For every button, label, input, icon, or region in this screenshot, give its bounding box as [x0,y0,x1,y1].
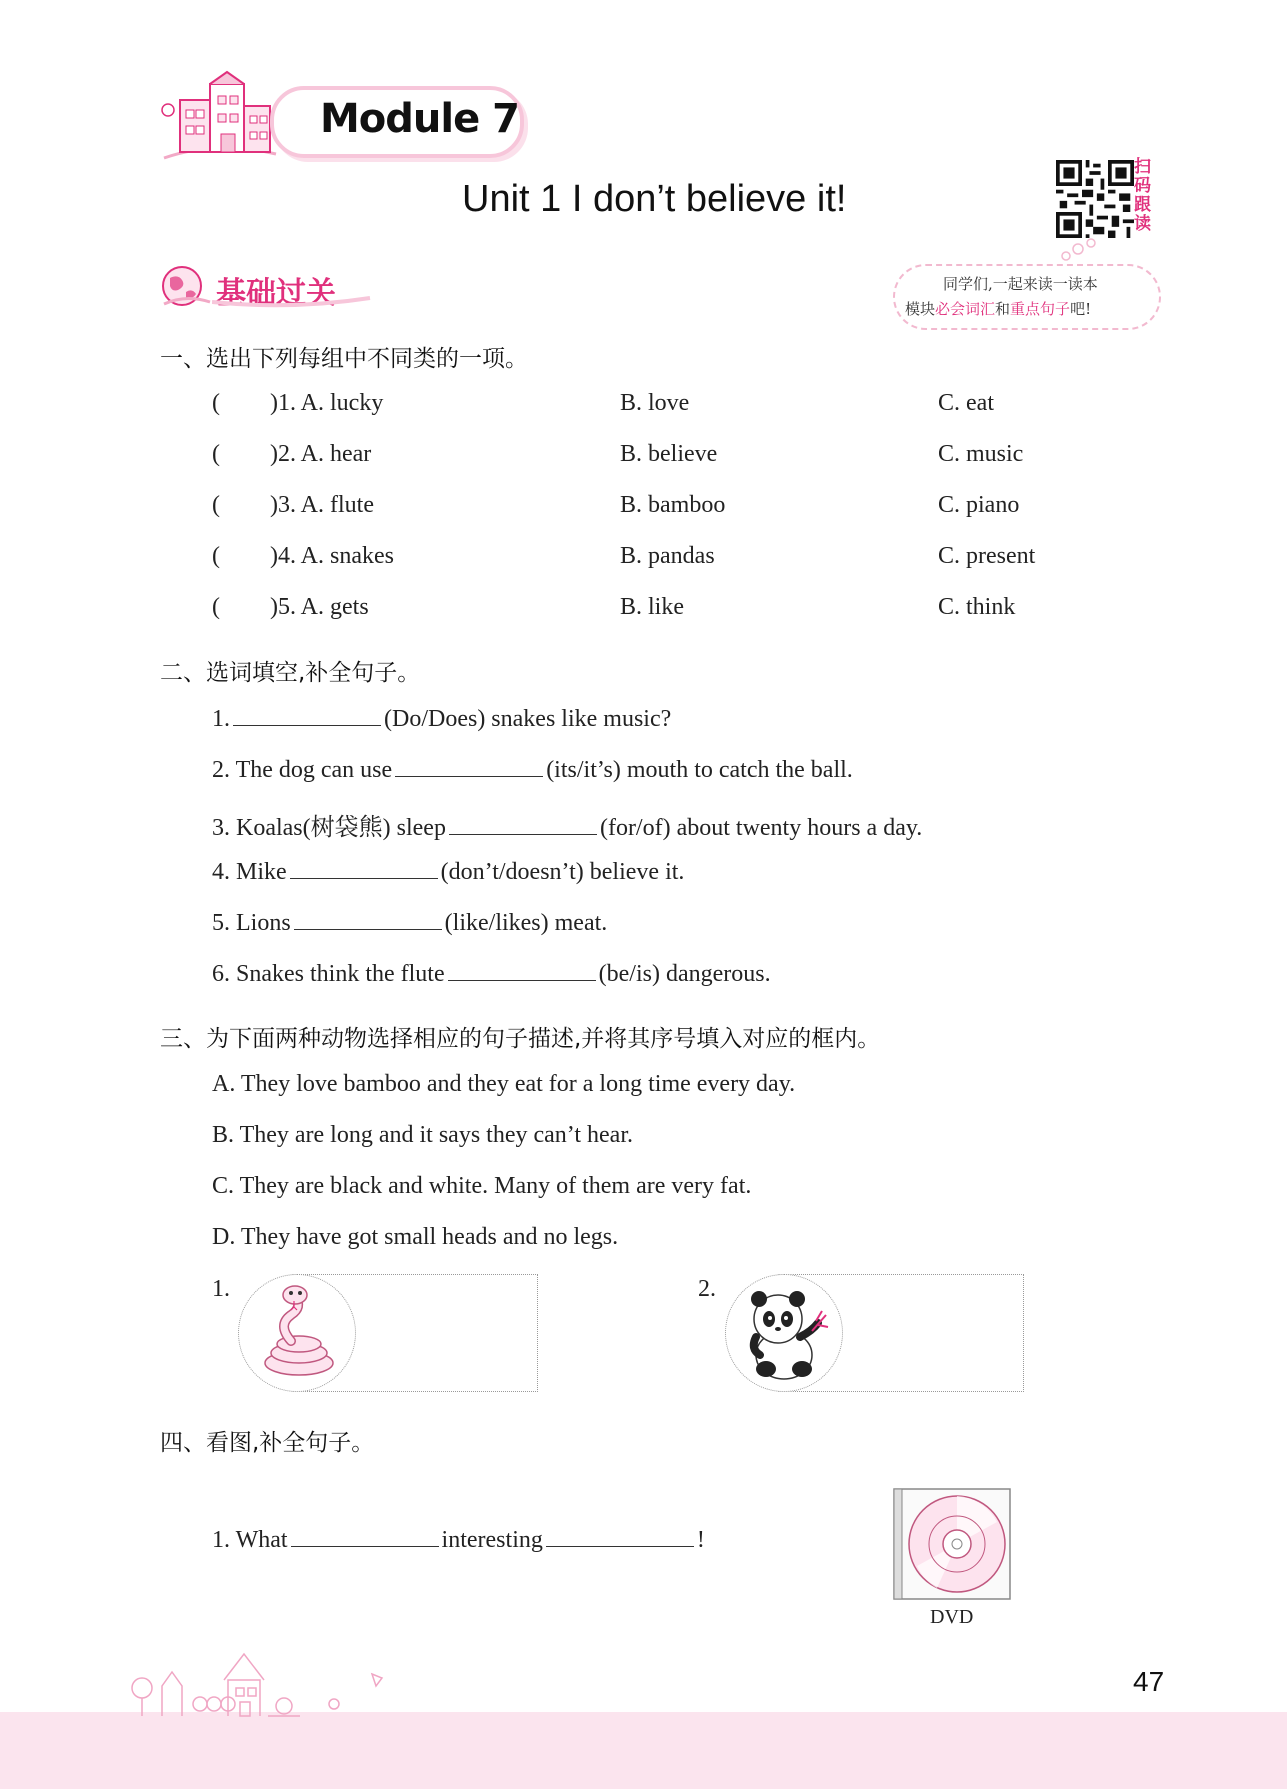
footer-band [0,1712,1287,1789]
item-option-c: C. eat [938,390,994,416]
qr-side-label [1134,158,1154,234]
sentence-text: 6. Snakes think the flute [212,961,445,987]
item-option-a: )2. A. hear [270,441,372,467]
item-option-b: B. love [620,390,690,416]
item-option-c: C. music [938,441,1024,467]
part1-item [212,543,394,570]
part1-item [212,390,383,417]
fill-blank-sentence [212,705,671,733]
part1-item [212,492,374,519]
description-option: C. They are black and white. Many of them are very fat. [212,1173,752,1199]
module-title: Module 7 [320,96,519,142]
item-option-b: B. bamboo [620,492,726,518]
part1-item [212,441,371,468]
answer-paren-open[interactable]: ( [212,492,220,518]
fill-blank-sentence [212,909,607,937]
item-option-a: )5. A. gets [270,594,369,620]
page-number: 47 [1133,1666,1165,1697]
answer-blank[interactable] [290,858,438,879]
sentence-text: interesting [441,1527,543,1553]
module-badge [160,82,520,158]
sentence-text: (like/likes) meat. [444,910,608,936]
answer-paren-open[interactable]: ( [212,543,220,569]
answer-blank[interactable] [291,1526,439,1547]
qr-label-char: 码 [1134,176,1151,196]
sentence-text: (don’t/doesn’t) believe it. [440,859,685,885]
section-tag-label: 基础过关 [216,276,336,311]
unit-title: Unit 1 I don’t believe it! [462,178,847,220]
globe-icon [160,264,212,308]
qr-label-char: 读 [1134,214,1151,234]
item-option-b: B. pandas [620,543,715,569]
part3-heading: 三、为下面两种动物选择相应的句子描述,并将其序号填入对应的框内。 [160,1026,881,1052]
sentence-text: (be/is) dangerous. [598,961,771,987]
part1-item [212,594,369,621]
dvd-caption: DVD [930,1606,974,1628]
box-label: 1. [212,1276,230,1302]
tip-bubble [893,264,1161,330]
item-option-a: )4. A. snakes [270,543,394,569]
answer-paren-open[interactable]: ( [212,390,220,416]
answer-blank[interactable] [395,756,543,777]
part4-heading: 四、看图,补全句子。 [160,1430,375,1456]
tip-text: 和 [995,300,1011,318]
sentence-text: 4. Mike [212,859,287,885]
item-option-c: C. present [938,543,1036,569]
tip-highlight: 重点句子 [1010,300,1071,318]
sentence-text: (its/it’s) mouth to catch the ball. [546,757,853,783]
snake-picture-frame [238,1274,356,1392]
item-option-b: B. believe [620,441,718,467]
part2-heading: 二、选词填空,补全句子。 [160,660,421,686]
sentence-text: ! [696,1527,705,1553]
picture-sentence [212,1526,705,1554]
panda-illustration [726,1275,842,1391]
item-option-a: )3. A. flute [270,492,374,518]
sentence-text: 3. Koalas(树袋熊) sleep [212,815,446,841]
answer-paren-open[interactable]: ( [212,594,220,620]
fill-blank-sentence [212,756,853,784]
sentence-text: 1. What [212,1527,288,1553]
town-decoration-icon [120,1640,410,1720]
sentence-text: 2. The dog can use [212,757,393,783]
item-option-c: C. think [938,594,1016,620]
snake-illustration [239,1275,355,1391]
tip-line-2 [905,298,1091,319]
fill-blank-sentence [212,960,771,988]
bubble-dots-icon [1058,238,1098,262]
tag-underline-swoosh [212,294,372,308]
sentence-text: 1. [212,706,230,732]
fill-blank-sentence [212,807,922,842]
qr-label-char: 扫 [1134,157,1151,177]
box-label: 2. [698,1276,716,1302]
sentence-text: 5. Lions [212,910,291,936]
description-option: D. They have got small heads and no legs. [212,1224,619,1250]
description-option: A. They love bamboo and they eat for a long time every day. [212,1071,796,1097]
school-building-icon [156,70,286,166]
panda-picture-frame [725,1274,843,1392]
sentence-text: (for/of) about twenty hours a day. [599,815,923,841]
qr-label-char: 跟 [1134,195,1151,215]
qr-code-icon[interactable] [1056,160,1134,238]
answer-blank[interactable] [449,814,597,835]
answer-blank[interactable] [294,909,442,930]
description-option: B. They are long and it says they can’t hear. [212,1122,633,1148]
item-option-c: C. piano [938,492,1020,518]
dvd-icon [893,1488,1013,1602]
tip-text: 吧! [1070,300,1092,318]
tip-text: 模块 [905,300,936,318]
answer-blank[interactable] [448,960,596,981]
item-option-a: )1. A. lucky [270,390,384,416]
tip-highlight: 必会词汇 [935,300,996,318]
fill-blank-sentence [212,858,684,886]
answer-paren-open[interactable]: ( [212,441,220,467]
answer-blank[interactable] [233,705,381,726]
part1-heading: 一、选出下列每组中不同类的一项。 [160,346,528,372]
item-option-b: B. like [620,594,684,620]
sentence-text: (Do/Does) snakes like music? [384,706,672,732]
answer-blank[interactable] [546,1526,694,1547]
tip-line-1: 同学们,一起来读一读本 [943,275,1098,293]
